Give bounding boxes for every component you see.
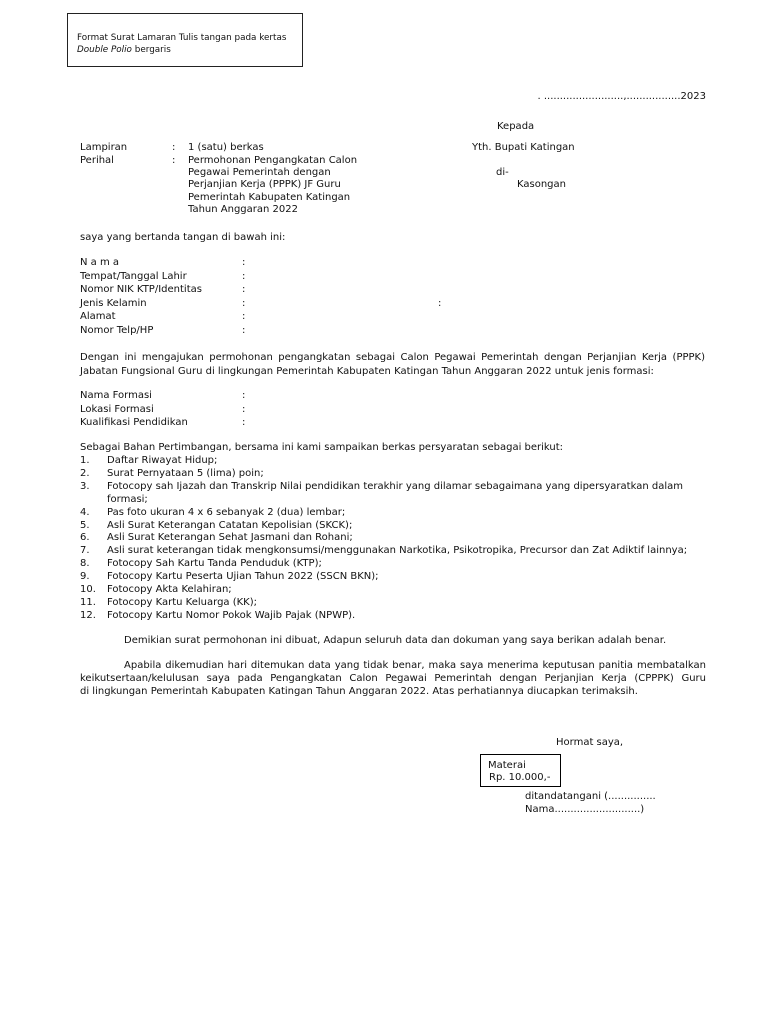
perihal-label: Perihal (80, 155, 114, 166)
identity-field-phone (80, 324, 700, 337)
field-label: Tempat/Tanggal Lahir (80, 271, 187, 282)
recipient-di: di- (496, 167, 509, 178)
field-colon: : (242, 325, 246, 336)
requirement-number: 7. (80, 545, 90, 557)
identity-field-nik (80, 283, 700, 296)
field-colon: : (242, 284, 246, 295)
identity-field-address (80, 310, 700, 323)
identity-field-name (80, 256, 700, 269)
declaration-line: Apabila dikemudian hari ditemukan data yang tidak benar, maka saya menerima keputusan panitia membatalkan (124, 660, 706, 671)
requirement-item (80, 557, 700, 570)
field-colon: : (242, 257, 246, 268)
requirement-number: 6. (80, 532, 90, 544)
requirement-text: Asli Surat Keterangan Sehat Jasmani dan Rohani; (107, 532, 353, 544)
recipient-kepada: Kepada (497, 121, 535, 132)
requirement-text: formasi; (107, 493, 148, 505)
requirement-number: 1. (80, 455, 90, 466)
stamp-duty-label: Materai (488, 760, 526, 771)
requirement-text: Fotocopy Kartu Peserta Ujian Tahun 2022 (SSCN BKN); (107, 571, 379, 583)
stamp-duty-amount: Rp. 10.000,- (489, 772, 551, 783)
requirement-number: 12. (80, 609, 96, 621)
paper-type-rest: bergaris (134, 45, 171, 55)
requirement-text: Fotocopy Kartu Keluarga (KK); (107, 596, 258, 608)
signed-line: ditandatangani (............... (525, 791, 656, 802)
field-label: Nama Formasi (80, 390, 152, 401)
perihal-line: Permohonan Pengangkatan Calon (188, 155, 358, 166)
field-colon: : (242, 271, 246, 282)
field-colon: : (242, 404, 246, 415)
requirement-item (80, 609, 700, 622)
requirement-text: Asli Surat Keterangan Catatan Kepolisian (SKCK); (107, 519, 353, 531)
requirement-number: 4. (80, 506, 90, 518)
requirement-number: 11. (80, 596, 96, 608)
requirement-number: 9. (80, 571, 90, 583)
date-line: . .........................,.................2023 (537, 91, 706, 102)
paper-type-italic: Double Polio (77, 45, 132, 55)
recipient-addressee: Yth. Bupati Katingan (472, 142, 575, 153)
formation-field-qualification (80, 416, 700, 429)
requirement-text: Surat Pernyataan 5 (lima) poin; (107, 467, 264, 479)
requirement-text: Fotocopy Sah Kartu Tanda Penduduk (KTP); (107, 558, 322, 570)
requirement-item (80, 506, 700, 519)
requirement-number: 2. (80, 467, 90, 479)
requirement-text: Asli surat keterangan tidak mengkonsumsi/menggunakan Narkotika, Psikotropika, Precursor dan Zat Adiktif lainnya; (107, 545, 688, 557)
perihal-colon: : (172, 155, 176, 166)
recipient-city: Kasongan (517, 179, 566, 190)
field-label: Nomor NIK KTP/Identitas (80, 284, 202, 295)
requirement-number: 8. (80, 558, 90, 570)
requirement-item (80, 467, 700, 480)
field-colon: : (242, 390, 246, 401)
identity-field-gender (80, 297, 700, 310)
requirement-text: Fotocopy sah Ijazah dan Transkrip Nilai pendidikan terakhir yang dilamar sebagaimana yang dipersyaratkan dalam (107, 480, 683, 492)
requirement-item (80, 583, 700, 596)
lampiran-label: Lampiran (80, 142, 128, 153)
requirement-number: 3. (80, 480, 90, 492)
requirement-text: Daftar Riwayat Hidup; (107, 455, 218, 466)
requirement-item-continuation (80, 493, 700, 506)
requirement-item (80, 531, 700, 544)
identity-field-birth (80, 270, 700, 283)
requirement-item (80, 544, 700, 557)
field-label: Kualifikasi Pendidikan (80, 417, 188, 428)
requirement-item (80, 480, 700, 493)
requirement-item (80, 570, 700, 583)
requirement-item (80, 519, 700, 532)
requirement-number: 10. (80, 584, 96, 595)
formation-field-name (80, 389, 700, 402)
application-paragraph-line: Dengan ini mengajukan permohonan pengangkatan sebagai Calon Pegawai Pemerintah dengan Perjanjian Kerja (PPPK) (80, 352, 705, 363)
lampiran-colon: : (172, 142, 176, 153)
lampiran-value: 1 (satu) berkas (188, 142, 264, 153)
signer-name-line: Nama...........................) (525, 804, 645, 815)
field-label: Alamat (80, 311, 116, 322)
field-label: N a m a (80, 257, 120, 268)
perihal-line: Tahun Anggaran 2022 (188, 203, 298, 215)
field-colon: : (242, 417, 246, 428)
requirement-text: Fotocopy Kartu Nomor Pokok Wajib Pajak (NPWP). (107, 609, 356, 621)
perihal-line: Perjanjian Kerja (PPPK) JF Guru (188, 179, 341, 191)
field-label: Lokasi Formasi (80, 404, 154, 415)
field-colon: : (242, 298, 246, 309)
declaration-line: keikutsertaan/kelulusan saya pada Pengangkatan Calon Pegawai Pemerintah dengan Perjanjian Kerja (CPPPK) Guru (80, 673, 706, 684)
application-paragraph-line: Jabatan Fungsional Guru di lingkungan Pemerintah Kabupaten Katingan Tahun Anggaran 2022 untuk jenis formasi: (80, 366, 654, 377)
format-note-line2 (77, 44, 171, 56)
field-label: Nomor Telp/HP (80, 325, 154, 336)
signature-greeting: Hormat saya, (556, 737, 624, 748)
field-label: Jenis Kelamin (80, 298, 147, 309)
field-colon-extra: : (438, 298, 442, 309)
requirement-item (80, 454, 700, 467)
requirement-text: Fotocopy Akta Kelahiran; (107, 584, 232, 595)
format-note-line1: Format Surat Lamaran Tulis tangan pada kertas (77, 33, 287, 43)
declaration-line: di lingkungan Pemerintah Kabupaten Katingan Tahun Anggaran 2022. Atas perhatiannya diucapkan terimaksih. (80, 686, 638, 697)
formation-field-location (80, 403, 700, 416)
closing-statement: Demikian surat permohonan ini dibuat, Adapun seluruh data dan dokuman yang saya berikan adalah benar. (124, 635, 667, 646)
requirement-item (80, 596, 700, 609)
perihal-line: Pemerintah Kabupaten Katingan (188, 191, 351, 203)
perihal-line: Pegawai Pemerintah dengan (188, 167, 331, 179)
intro-text: saya yang bertanda tangan di bawah ini: (80, 232, 286, 243)
requirements-intro: Sebagai Bahan Pertimbangan, bersama ini kami sampaikan berkas persyaratan sebagai berikut: (80, 442, 564, 453)
requirement-number: 5. (80, 519, 90, 531)
field-colon: : (242, 311, 246, 322)
requirement-text: Pas foto ukuran 4 x 6 sebanyak 2 (dua) lembar; (107, 506, 346, 518)
